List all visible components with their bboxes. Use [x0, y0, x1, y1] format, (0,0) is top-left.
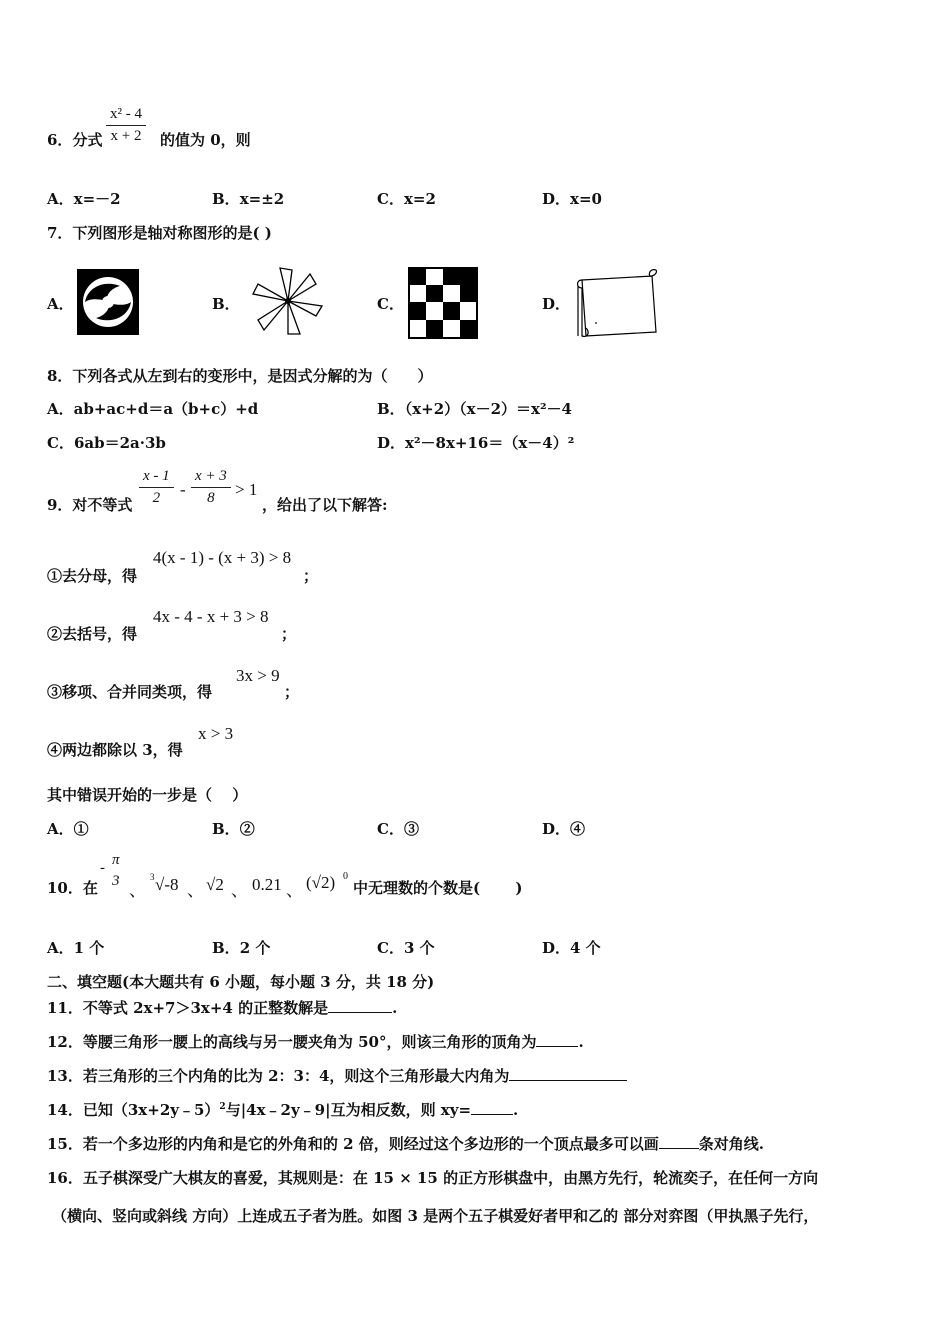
q9-fraction-2: $\frac{x + 3}{8}$: [191, 468, 231, 507]
q7-option-c-label[interactable]: C．: [377, 295, 404, 313]
q14-answer-blank[interactable]: [471, 1100, 513, 1115]
q8-option-a[interactable]: A．ab+ac+d＝a（b+c）+d: [47, 400, 259, 418]
scroll-icon[interactable]: [572, 266, 660, 342]
q11: 11．不等式 2x+7＞3x+4 的正整数解是 .: [47, 999, 398, 1017]
q6-denominator: x + 2: [110, 128, 142, 144]
q9-fraction-1: $\frac{x - 1}{2}$: [139, 468, 174, 507]
q8-question: 8．下列各式从左到右的变形中，是因式分解的为（ ）: [47, 367, 433, 385]
q9-step-1-text: ①去分母，得: [47, 567, 138, 585]
q12-answer-blank[interactable]: [536, 1032, 578, 1047]
q7-option-a-label[interactable]: A．: [47, 295, 74, 313]
q10-cbrt: √-8: [155, 875, 179, 894]
checker-arrow-icon[interactable]: [408, 267, 478, 339]
q10-sqrt2: √2: [206, 875, 224, 894]
q6-option-b[interactable]: B．x=±2: [212, 190, 285, 208]
q7-option-b-label[interactable]: B．: [212, 295, 240, 313]
q16-line-2: （横向、竖向或斜线 方向）上连成五子者为胜。如图 3 是两个五子棋爱好者甲和乙的 部分对弈图（甲执黑子先行，: [52, 1207, 819, 1225]
q7-question: 7．下列图形是轴对称图形的是( ): [47, 224, 272, 242]
q9-question: 其中错误开始的一步是（ ）: [47, 786, 248, 804]
q10-cbrt-index: 3: [150, 872, 155, 882]
q13: 13．若三角形的三个内角的比为 2：3：4，则这个三角形最大内角为: [47, 1065, 627, 1086]
q8-option-b[interactable]: B．（x+2）（x－2）＝x²－4: [377, 400, 572, 418]
q10-option-d[interactable]: D．4 个: [542, 939, 601, 957]
q9-option-b[interactable]: B．②: [212, 820, 255, 838]
q14: 14．已知（3x+2y﹣5）$^2$与|4x﹣2y﹣9|互为相反数，则 xy= .: [47, 1101, 519, 1119]
q9-step-2-end: ；: [281, 625, 297, 643]
q9-step-4-math: x > 3: [198, 724, 234, 743]
q10-option-b[interactable]: B．2 个: [212, 939, 271, 957]
q15-answer-blank[interactable]: [659, 1134, 699, 1149]
q6-option-c[interactable]: C．x=2: [377, 190, 436, 208]
q9-option-c[interactable]: C．③: [377, 820, 419, 838]
q6-number: 6．分式: [47, 131, 103, 149]
q9-step-2-math: 4x - 4 - x + 3 > 8: [153, 607, 269, 626]
q10-sep-2: 、: [187, 881, 204, 900]
q15: 15．若一个多边形的内角和是它的外角和的 2 倍，则经过这个多边形的一个顶点最多可以画 条对角线.: [47, 1135, 764, 1153]
q10-power-exp: 0: [343, 871, 348, 882]
q9-minus: -: [180, 480, 186, 499]
q9-step-4-text: ④两边都除以 3，得: [47, 741, 183, 759]
q10-pi-fraction: π 3: [112, 852, 120, 889]
pinwheel-icon[interactable]: [250, 264, 326, 338]
q9-gt: > 1: [235, 480, 258, 499]
q6-fraction: [106, 106, 146, 145]
q12: 12．等腰三角形一腰上的高线与另一腰夹角为 50°，则该三角形的顶角为 .: [47, 1033, 584, 1051]
q6-option-d[interactable]: D．x=0: [542, 190, 602, 208]
q9-number: 9．对不等式: [47, 496, 133, 514]
q9-step-3-text: ③移项、合并同类项，得: [47, 683, 213, 701]
q9-step-2-text: ②去括号，得: [47, 625, 138, 643]
q8-option-c[interactable]: C．6ab＝2a·3b: [47, 434, 166, 452]
q10-sep-4: 、: [286, 881, 303, 900]
q7-option-d-label[interactable]: D．: [542, 295, 571, 313]
q10-option-c[interactable]: C．3 个: [377, 939, 435, 957]
q10-decimal: 0.21: [252, 875, 282, 894]
q6-suffix: 的值为 0，则: [160, 131, 251, 149]
q10-sep-3: 、: [231, 881, 248, 900]
q9-suffix: ，给出了以下解答:: [262, 496, 388, 514]
q10-power: (√2): [306, 873, 336, 892]
q10-suffix: 中无理数的个数是( ): [353, 879, 523, 897]
q6-option-a[interactable]: A．x=－2: [47, 190, 121, 208]
q6-numerator: x² - 4: [106, 106, 146, 126]
q9-step-3-math: 3x > 9: [236, 666, 280, 685]
q10-number: 10．在: [47, 879, 98, 897]
section-2-title: 二、填空题(本大题共有 6 小题，每小题 3 分，共 18 分): [47, 973, 435, 991]
q9-option-a[interactable]: A．①: [47, 820, 89, 838]
q9-step-1-end: ；: [303, 567, 319, 585]
q13-answer-blank[interactable]: [509, 1066, 627, 1081]
q9-step-3-end: ；: [284, 683, 300, 701]
q11-answer-blank[interactable]: [328, 998, 392, 1013]
q10-neg: -: [100, 860, 105, 876]
circle-swirl-icon[interactable]: [76, 268, 140, 336]
q16-line-1: 16．五子棋深受广大棋友的喜爱，其规则是：在 15 × 15 的正方形棋盘中，由黑方先行，轮流奕子，在任何一方向: [47, 1169, 819, 1187]
q8-option-d[interactable]: D．x²－8x+16＝（x－4）²: [377, 434, 575, 452]
q10-sep-1: 、: [129, 881, 146, 900]
q9-option-d[interactable]: D．④: [542, 820, 586, 838]
q10-option-a[interactable]: A．1 个: [47, 939, 105, 957]
q9-step-1-math: 4(x - 1) - (x + 3) > 8: [153, 548, 292, 567]
